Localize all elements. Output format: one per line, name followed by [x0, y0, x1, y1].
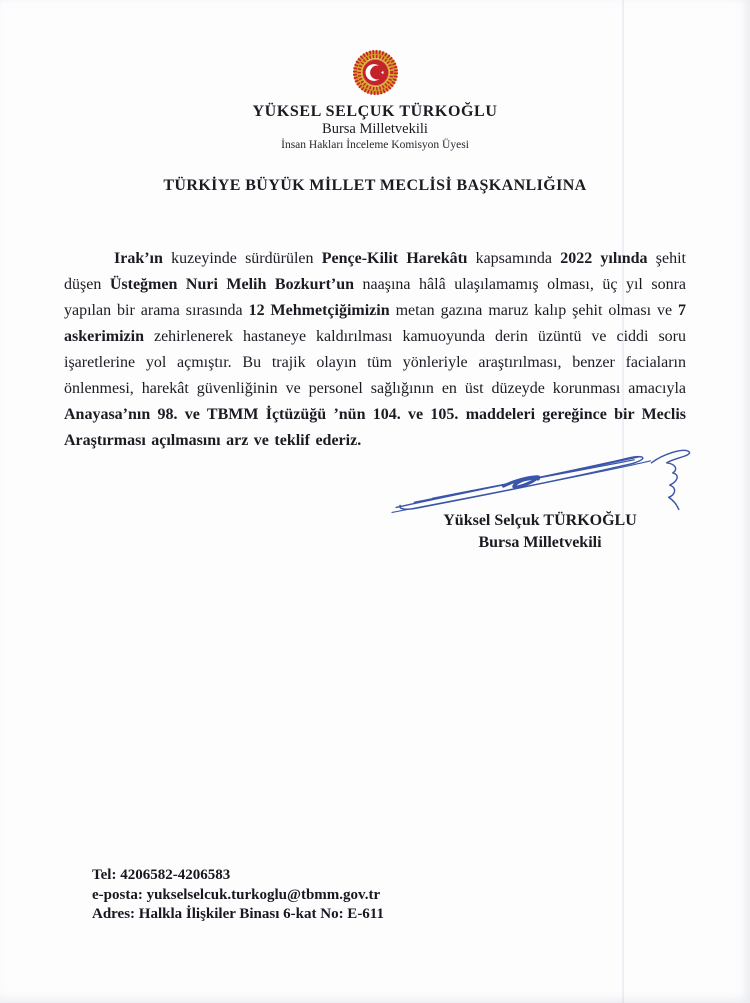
contact-email: e-posta: yukselselcuk.turkoglu@tbmm.gov.tr	[92, 886, 381, 903]
signature-block	[390, 440, 696, 554]
letterhead	[0, 49, 750, 152]
document-title: TÜRKİYE BÜYÜK MİLLET MECLİSİ BAŞKANLIĞINA	[163, 177, 587, 194]
contact-address: Adres: Halkla İlişkiler Binası 6-kat No: E-611	[92, 906, 384, 922]
petition-paragraph: Irak’ın kuzeyinde sürdürülen Pençe-Kilit Harekâtı kapsamında 2022 yılında şehit düşen Üsteğmen Nuri Melih Bozkurt’un naaşına hâlâ ulaşılamamış olması, üç yıl sonra yapılan bir arama sırasında 12 Mehmetçiğimizin metan gazına maruz kalıp şehit olması ve 7 askerimizin zehirlenerek hastaneye kaldırılması kamuoyunda derin üzüntü ve ciddi soru işaretlerine yol açmıştır. Bu trajik olayın tüm yönleriyle araştırılması, benzer faciaların önlenmesi, harekât güvenliğinin ve personel sağlığının en üst düzeyde korunması amacıyla Anayasa’nın 98. ve TBMM İçtüzüğü ’nün 104. ve 105. maddeleri gereğince bir Meclis Araştırması açılmasını arz ve teklif ederiz.	[64, 250, 687, 449]
contact-block	[92, 866, 384, 925]
tbmm-emblem-icon	[352, 49, 399, 96]
letterhead-committee: İnsan Hakları İnceleme Komisyon Üyesi	[281, 139, 469, 151]
signer-name: Yüksel Selçuk TÜRKOĞLU	[443, 512, 637, 529]
contact-tel: Tel: 4206582-4206583	[92, 867, 231, 883]
handwritten-signature-icon	[390, 440, 694, 514]
signer-title: Bursa Milletvekili	[478, 534, 602, 551]
letterhead-name: YÜKSEL SELÇUK TÜRKOĞLU	[252, 103, 498, 120]
letterhead-role: Bursa Milletvekili	[322, 121, 428, 137]
